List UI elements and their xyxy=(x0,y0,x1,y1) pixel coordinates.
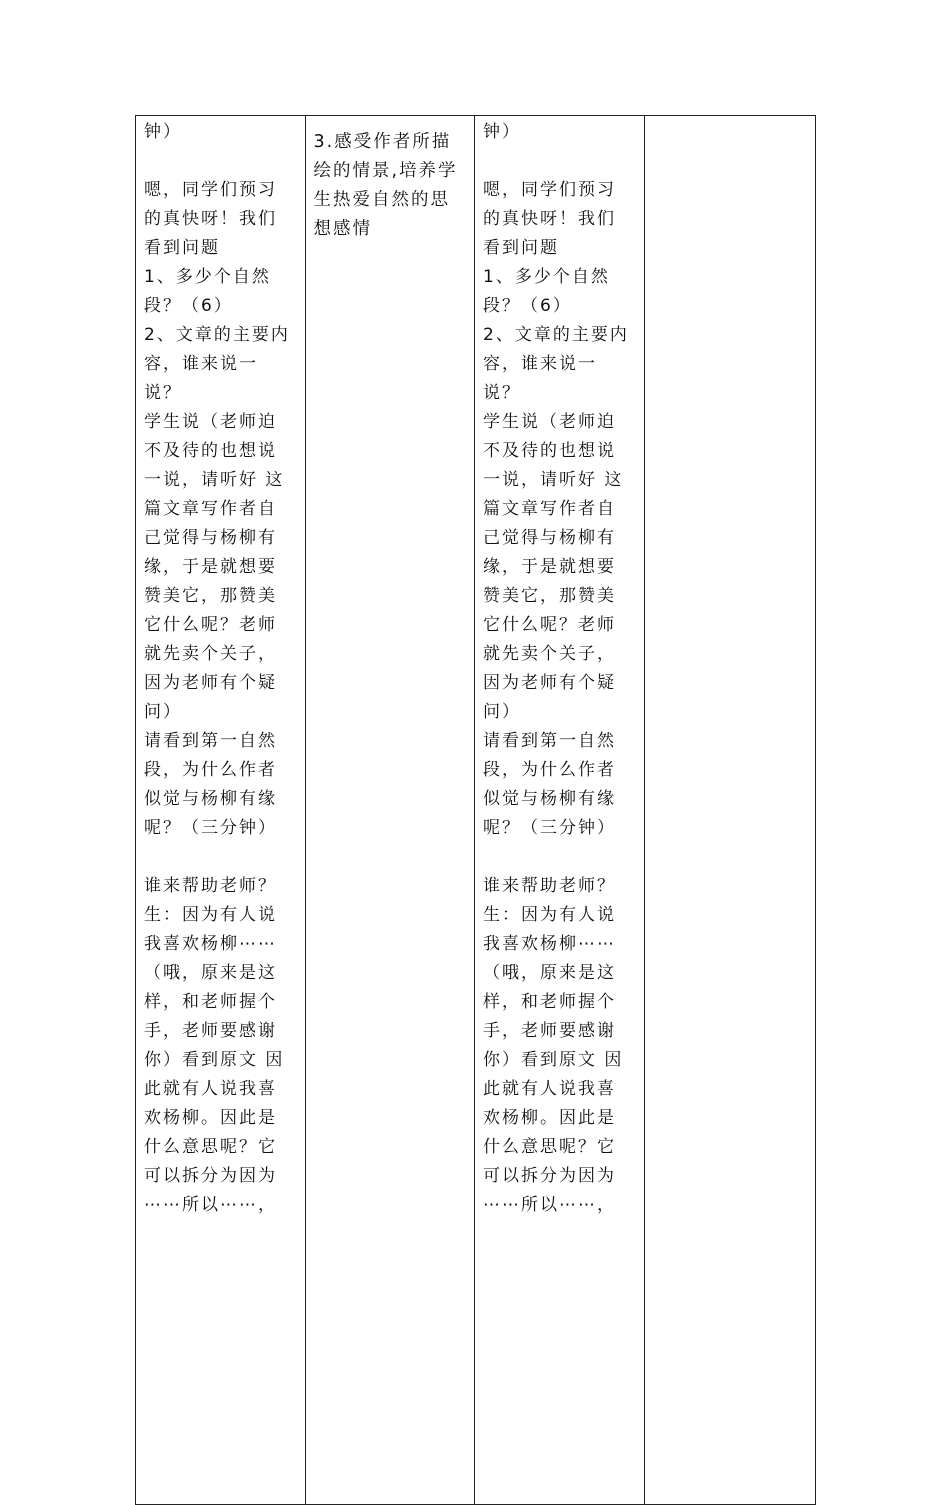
text-line: 就先卖个关子， xyxy=(144,644,277,664)
text-line xyxy=(144,147,297,176)
text-line: 想感情 xyxy=(313,219,372,239)
text-line: 生：因为有人说 xyxy=(483,905,616,925)
text-line: ⋯⋯所以⋯⋯， xyxy=(144,1195,277,1215)
text-line: 欢杨柳。因此是 xyxy=(483,1108,616,1128)
text-line: 你）看到原文 因 xyxy=(483,1050,624,1070)
text-line: 它什么呢？老师 xyxy=(144,615,277,635)
text-line: 段？（6） xyxy=(144,296,233,316)
text-line xyxy=(144,843,297,872)
text-line: 我喜欢杨柳⋯⋯ xyxy=(144,934,277,954)
text-line: 问） xyxy=(144,702,182,722)
text-line: 钟） xyxy=(144,122,182,142)
text-line: 生热爱自然的思 xyxy=(313,190,450,210)
text-line: 因为老师有个疑 xyxy=(483,673,616,693)
text-line: 一说，请听好 这 xyxy=(144,470,285,490)
text-line: 一说，请听好 这 xyxy=(483,470,624,490)
text-line: 段，为什么作者 xyxy=(144,760,277,780)
text-line: 己觉得与杨柳有 xyxy=(483,528,616,548)
text-line: 生：因为有人说 xyxy=(144,905,277,925)
student-activity-column xyxy=(475,116,645,1504)
text-line: 谁来帮助老师？ xyxy=(483,876,616,896)
text-line: 3.感受作者所描 xyxy=(313,132,452,152)
text-line: 学生说（老师迫 xyxy=(144,412,277,432)
text-line: 什么意思呢？它 xyxy=(483,1137,616,1157)
text-line: 手，老师要感谢 xyxy=(144,1021,277,1041)
text-line: 就先卖个关子， xyxy=(483,644,616,664)
text-line: 段，为什么作者 xyxy=(483,760,616,780)
text-line: 篇文章写作者自 xyxy=(483,499,616,519)
text-line: 谁来帮助老师？ xyxy=(144,876,277,896)
text-line: 容，谁来说一 xyxy=(483,354,597,374)
text-line: 缘，于是就想要 xyxy=(483,557,616,577)
text-line: 说？ xyxy=(483,383,521,403)
text-line: 欢杨柳。因此是 xyxy=(144,1108,277,1128)
text-line: 容，谁来说一 xyxy=(144,354,258,374)
text-line: 的真快呀！我们 xyxy=(144,209,277,229)
text-line: 手，老师要感谢 xyxy=(483,1021,616,1041)
text-line: 因为老师有个疑 xyxy=(144,673,277,693)
text-line xyxy=(483,843,636,872)
text-line: 绘的情景,培养学 xyxy=(313,161,458,181)
text-line: 请看到第一自然 xyxy=(144,731,277,751)
text-line: 此就有人说我喜 xyxy=(483,1079,616,1099)
text-line: 可以拆分为因为 xyxy=(483,1166,616,1186)
text-line: 样，和老师握个 xyxy=(483,992,616,1012)
text-line: 学生说（老师迫 xyxy=(483,412,616,432)
text-line: 嗯，同学们预习 xyxy=(144,180,277,200)
text-line: 的真快呀！我们 xyxy=(483,209,616,229)
text-line: （哦，原来是这 xyxy=(144,963,277,983)
text-line: 钟） xyxy=(483,122,521,142)
text-line: ⋯⋯所以⋯⋯， xyxy=(483,1195,616,1215)
text-line: 什么意思呢？它 xyxy=(144,1137,277,1157)
text-line: 呢？（三分钟） xyxy=(144,818,277,838)
teacher-activity-column xyxy=(136,116,306,1504)
text-line: 不及待的也想说 xyxy=(483,441,616,461)
text-line: 样，和老师握个 xyxy=(144,992,277,1012)
text-line: 2、文章的主要内 xyxy=(483,325,629,345)
text-line: 问） xyxy=(483,702,521,722)
text-line: 嗯，同学们预习 xyxy=(483,180,616,200)
text-line: 看到问题 xyxy=(483,238,559,258)
text-line: 似觉与杨柳有缘 xyxy=(483,789,616,809)
text-line: 篇文章写作者自 xyxy=(144,499,277,519)
text-line: 它什么呢？老师 xyxy=(483,615,616,635)
text-line: 段？（6） xyxy=(483,296,572,316)
text-line xyxy=(483,147,636,176)
text-line: 请看到第一自然 xyxy=(483,731,616,751)
text-line: 说？ xyxy=(144,383,182,403)
text-line: 可以拆分为因为 xyxy=(144,1166,277,1186)
text-line: 赞美它，那赞美 xyxy=(144,586,277,606)
text-line: 1、多少个自然 xyxy=(144,267,271,287)
text-line: 赞美它，那赞美 xyxy=(483,586,616,606)
text-line: 看到问题 xyxy=(144,238,220,258)
text-line: 我喜欢杨柳⋯⋯ xyxy=(483,934,616,954)
text-line: 缘，于是就想要 xyxy=(144,557,277,577)
notes-column xyxy=(645,116,816,1504)
text-line: 呢？（三分钟） xyxy=(483,818,616,838)
text-line: （哦，原来是这 xyxy=(483,963,616,983)
text-line: 己觉得与杨柳有 xyxy=(144,528,277,548)
text-line: 2、文章的主要内 xyxy=(144,325,290,345)
text-line: 似觉与杨柳有缘 xyxy=(144,789,277,809)
objective-column xyxy=(306,116,476,1504)
text-line: 1、多少个自然 xyxy=(483,267,610,287)
text-line: 你）看到原文 因 xyxy=(144,1050,285,1070)
lesson-plan-table xyxy=(135,115,816,1505)
text-line: 此就有人说我喜 xyxy=(144,1079,277,1099)
text-line: 不及待的也想说 xyxy=(144,441,277,461)
